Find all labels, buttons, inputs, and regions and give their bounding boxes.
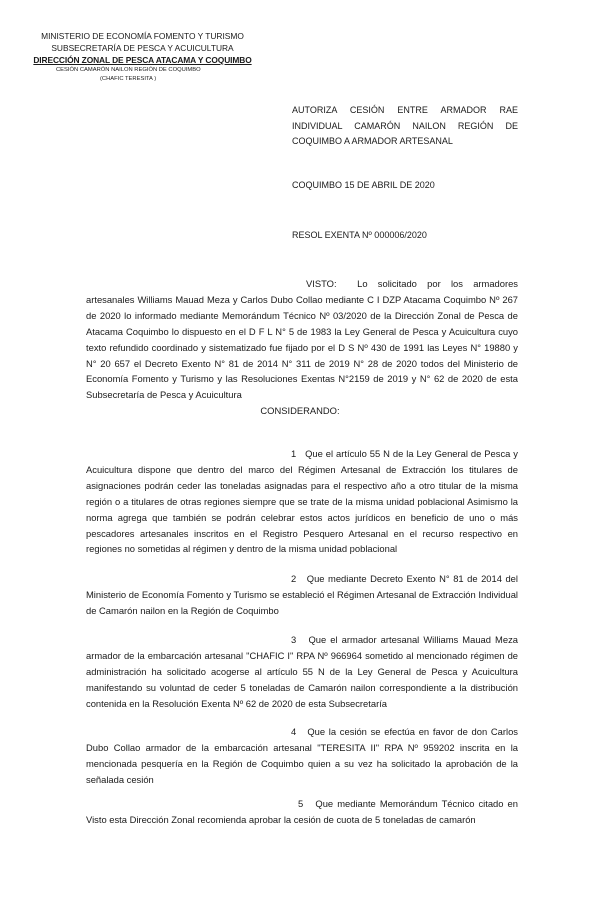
resolution-subject: AUTORIZA CESIÓN ENTRE ARMADOR RAE INDIVIDUAL CAMARÓN NAILON REGIÓN DE COQUIMBO A ARMADOR ARTESANAL [292,105,518,146]
considerando-1 [86,446,518,557]
subsecretaria-name: SUBSECRETARÍA DE PESCA Y ACUICULTURA [51,43,234,53]
paragraph-number: 2 [291,573,297,584]
paragraph-text [86,571,518,619]
ministry-name: MINISTERIO DE ECONOMÍA FOMENTO Y TURISMO [41,31,244,41]
reference-line-1: CESIÓN CAMARÓN NAILON REGIÓN DE COQUIMBO [56,67,201,73]
visto-section [86,276,518,403]
paragraph-number: 5 [298,798,304,809]
paragraph-number: 4 [291,726,297,737]
considerando-2 [86,571,518,619]
date-line: COQUIMBO 15 DE ABRIL DE 2020 [292,180,435,190]
paragraph-number: 3 [291,634,297,645]
considerando-3 [86,632,518,712]
paragraph-body: Que la cesión se efectúa en favor de don Carlos Dubo Collao armador de la embarcación artesanal "TERESITA II" RPA Nº 959202 inscrita en la mencionada pesquería en la Región de Coquimbo quien a su vez ha solicitado la aprobación de la señalada cesión [86,726,518,785]
considerando-4 [86,724,518,788]
visto-text: Lo solicitado por los armadores artesanales Williams Mauad Meza y Carlos Dubo Collao mediante C I DZP Atacama Coquimbo Nº 267 de 2020 lo informado mediante Memorándum Técnico Nº 03/2020 de la Dirección Zonal de Pesca de Atacama Coquimbo lo dispuesto en el D F L N° 5 de 1983 la Ley General de Pesca y Acuicultura cuyo texto refundido coordinado y sistematizado fue fijado por el D S Nº 430 de 1991 las Leyes N° 19880 y N° 20 657 el Decreto Exento N° 81 de 2014 N° 311 de 2019 N° 28 de 2020 todos del Ministerio de Economía Fomento y Turismo y las Resoluciones Exentas N°2159 de 2019 y N° 62 de 2020 de esta Subsecretaría de Pesca y Acuicultura [86,278,518,401]
paragraph-body: Que mediante Decreto Exento N° 81 de 2014 del Ministerio de Economía Fomento y Turismo se estableció el Régimen Artesanal de Extracción Individual de Camarón nailon en la Región de Coquimbo [86,573,518,616]
considerando-5 [86,796,518,828]
direccion-zonal-name: DIRECCIÓN ZONAL DE PESCA ATACAMA Y COQUIMBO [33,55,252,65]
paragraph-text [86,724,518,788]
paragraph-text [86,632,518,712]
paragraph-text [86,796,518,828]
visto-paragraph [86,276,518,403]
paragraph-body: Que el armador artesanal Williams Mauad Meza armador de la embarcación artesanal "CHAFIC I" RPA Nº 966964 sometido al mencionado régimen de administración ha solicitado acogerse al artículo 55 N de la Ley General de Pesca y Acuicultura manifestando su voluntad de ceder 5 toneladas de Camarón nailon correspondiente a la distribución contenida en la Resolución Exenta Nº 62 de 2020 de esta Subsecretaría [86,634,518,709]
paragraph-body: Que el artículo 55 N de la Ley General de Pesca y Acuicultura dispone que dentro del marco del Régimen Artesanal de Extracción los titulares de asignaciones podrán ceder las toneladas asignadas para el respectivo año a otro titular de la misma región o a titulares de otras regiones siempre que se trate de la misma unidad poblacional Asimismo la norma agrega que también se podrán celebrar estos actos jurídicos en beneficio de uno o más pescadores artesanales inscritos en el Registro Pesquero Artesanal en el recurso respectivo en regiones no sometidas al régimen y dentro de la misma unidad poblacional [86,448,518,555]
visto-label: VISTO: [306,278,337,289]
paragraph-text [86,446,518,557]
letterhead [20,30,265,84]
paragraph-body: Que mediante Memorándum Técnico citado en Visto esta Dirección Zonal recomienda aprobar la cesión de cuota de 5 toneladas de camarón [86,798,518,825]
considerando-label: CONSIDERANDO: [260,405,340,416]
paragraph-number: 1 [291,448,297,459]
reference-line-2: (CHAFIC TERESITA ) [100,76,157,82]
considerando-heading [0,405,600,416]
resolution-number: RESOL EXENTA Nº 000006/2020 [292,230,427,240]
